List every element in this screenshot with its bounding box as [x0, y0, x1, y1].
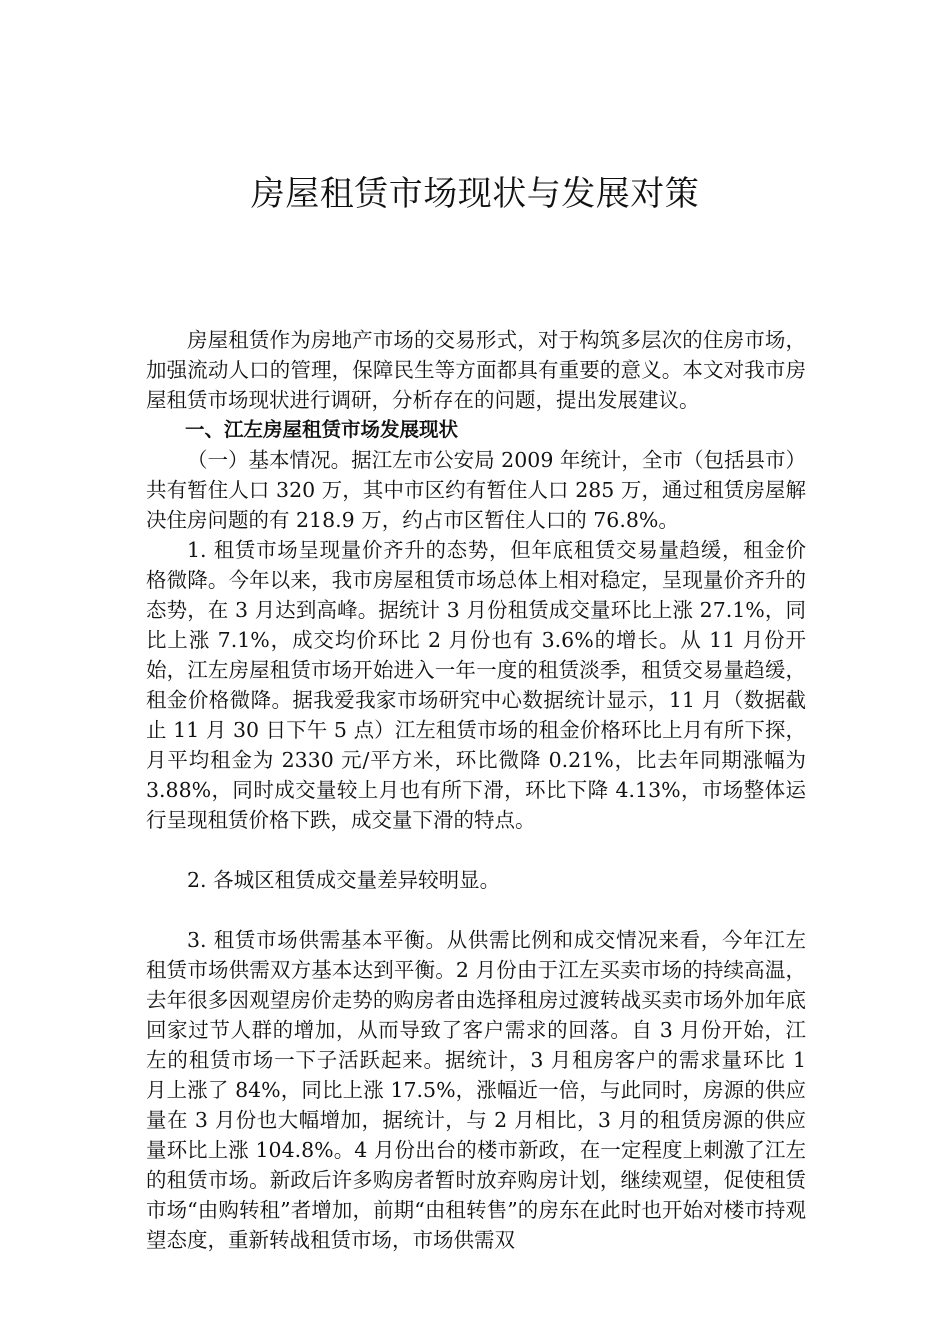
basic-info-paragraph: （一）基本情况。据江左市公安局 2009 年统计，全市（包括县市）共有暂住人口 320 万，其中市区约有暂住人口 285 万，通过租赁房屋解决住房问题的有 218.9 万，约占市区暂住人口的 76.8%。: [146, 448, 806, 532]
point-2-paragraph: 2. 各城区租赁成交量差异较明显。: [187, 868, 501, 892]
document-title: 房屋租赁市场现状与发展对策: [250, 174, 700, 214]
point-1-paragraph: 1. 租赁市场呈现量价齐升的态势，但年底租赁交易量趋缓，租金价格微降。今年以来，我市房屋租赁市场总体上相对稳定，呈现量价齐升的态势，在 3 月达到高峰。据统计 3 月份租赁成交量环比上涨 27.1%，同比上涨 7.1%，成交均价环比 2 月份也有 3.6%的增长。从 11 月份开始，江左房屋租赁市场开始进入一年一度的租赁淡季，租赁交易量趋缓，租金价格微降。据我爱我家市场研究中心数据统计显示，11 月（数据截止 11 月 30 日下午 5 点）江左租赁市场的租金价格环比上月有所下探，月平均租金为 2330 元/平方米，环比微降 0.21%，比去年同期涨幅为 3.88%，同时成交量较上月也有所下滑，环比下降 4.13%，市场整体运行呈现租赁价格下跌，成交量下滑的特点。: [146, 538, 806, 832]
section-heading: 一、江左房屋租赁市场发展现状: [185, 418, 459, 441]
document-body: [146, 325, 806, 1255]
paragraph-spacer: [146, 835, 806, 865]
intro-paragraph: 房屋租赁作为房地产市场的交易形式，对于构筑多层次的住房市场，加强流动人口的管理，保障民生等方面都具有重要的意义。本文对我市房屋租赁市场现状进行调研，分析存在的问题，提出发展建议。: [146, 328, 806, 412]
point-3-paragraph: 3. 租赁市场供需基本平衡。从供需比例和成交情况来看，今年江左租赁市场供需双方基本达到平衡。2 月份由于江左买卖市场的持续高温，去年很多因观望房价走势的购房者由选择租房过渡转战买卖市场外加年底回家过节人群的增加，从而导致了客户需求的回落。自 3 月份开始，江左的租赁市场一下子活跃起来。据统计，3 月租房客户的需求量环比 1 月上涨了 84%，同比上涨 17.5%，涨幅近一倍，与此同时，房源的供应量在 3 月份也大幅增加，据统计，与 2 月相比，3 月的租赁房源的供应量环比上涨 104.8%。4 月份出台的楼市新政，在一定程度上刺激了江左的租赁市场。新政后许多购房者暂时放弃购房计划，继续观望，促使租赁市场“由购转租”者增加，前期“由租转售”的房东在此时也开始对楼市持观望态度，重新转战租赁市场，市场供需双: [146, 928, 806, 1252]
paragraph-spacer: [146, 895, 806, 925]
